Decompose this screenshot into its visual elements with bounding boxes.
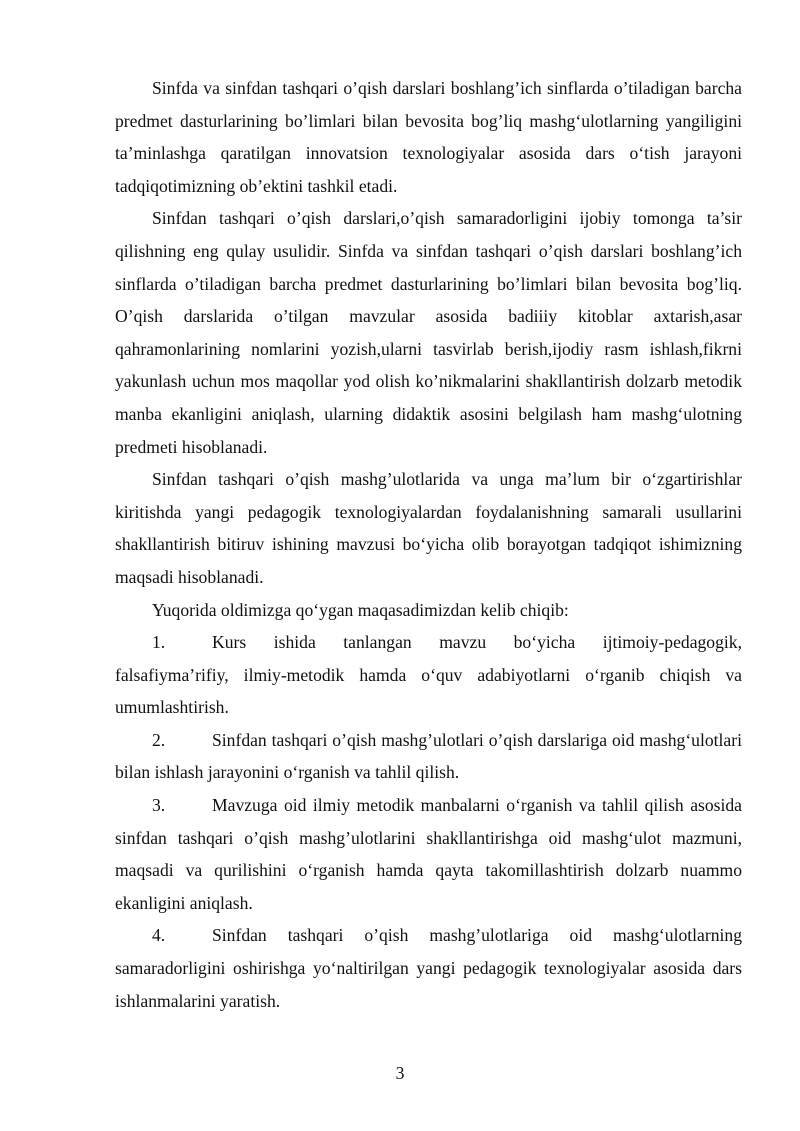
list-item-text: Kurs ishida tanlangan mavzu bo‘yicha ijtimoiy-pedagogik, falsafiyma’rifiy, ilmiy-metodik hamda o‘quv adabiyotlarni o‘rganib chiqish va umumlashtirish. <box>115 632 742 718</box>
list-item <box>115 789 742 919</box>
list-item-number: 4. <box>152 925 166 946</box>
page-body <box>115 72 742 1017</box>
list-item-text: Sinfdan tashqari o’qish mashg’ulotlariga oid mashg‘ulotlarning samaradorligini oshirishga yo‘naltirilgan yangi pedagogik texnologiyalar asosida dars ishlanmalarini yaratish. <box>115 925 742 1011</box>
list-item-number: 1. <box>152 632 166 653</box>
list-item-number: 2. <box>152 729 166 750</box>
page-number: 3 <box>395 1063 405 1083</box>
list-item-number: 3. <box>152 795 166 816</box>
list-item-text: Sinfdan tashqari o’qish mashg’ulotlari o’qish darslariga oid mashg‘ulotlari bilan ishlash jarayonini o‘rganish va tahlil qilish. <box>115 729 742 783</box>
paragraph-research-subject: Sinfdan tashqari o’qish darslari,o’qish samaradorligini ijobiy tomonga ta’sir qilishning eng qulay usulidir. Sinfda va sinfdan tashqari o’qish darslari boshlang’ich sinflarda o’tiladigan barcha predmet dasturlarining bo’limlari bilan bevosita bog’liq. O’qish darslarida o’tilgan mavzular asosida badiiiy kitoblar axtarish,asar qahramonlarining nomlarini yozish,ularni tasvirlab berish,ijodiy rasm ishlash,fikrni yakunlash uchun mos maqollar yod olish ko’nikmalarini shakllantirish dolzarb metodik manba ekanligini aniqlash, ularning didaktik asosini belgilash ham mashg‘ulotning predmeti hisoblanadi. <box>115 208 742 457</box>
list-item <box>115 919 742 1017</box>
list-item <box>115 724 742 789</box>
list-item-text: Mavzuga oid ilmiy metodik manbalarni o‘rganish va tahlil qilish asosida sinfdan tashqari o’qish mashg’ulotlarini shakllantirishga oid mashg‘ulot mazmuni, maqsadi va qurilishini o‘rganish hamda qayta takomillashtirish dolzarb nuammo ekanligini aniqlash. <box>115 795 742 913</box>
paragraph-tasks-intro: Yuqorida oldimizga qo‘ygan maqasadimizdan kelib chiqib: <box>152 599 569 620</box>
paragraph-research-object: Sinfda va sinfdan tashqari o’qish darslari boshlang’ich sinflarda o’tiladigan barcha predmet dasturlarining bo’limlari bilan bevosita bog’liq mashg‘ulotlarning yangiligini ta’minlashga qaratilgan innovatsion texnologiyalar asosida dars o‘tish jarayoni tadqiqotimizning ob’ektini tashkil etadi. <box>115 78 742 196</box>
paragraph-research-goal: Sinfdan tashqari o’qish mashg’ulotlarida va unga ma’lum bir o‘zgartirishlar kiritishda yangi pedagogik texnologiyalardan foydalanishning samarali usullarini shakllantirish bitiruv ishining mavzusi bo‘yicha olib borayotgan tadqiqot ishimizning maqsadi hisoblanadi. <box>115 469 742 587</box>
list-item <box>115 626 742 724</box>
